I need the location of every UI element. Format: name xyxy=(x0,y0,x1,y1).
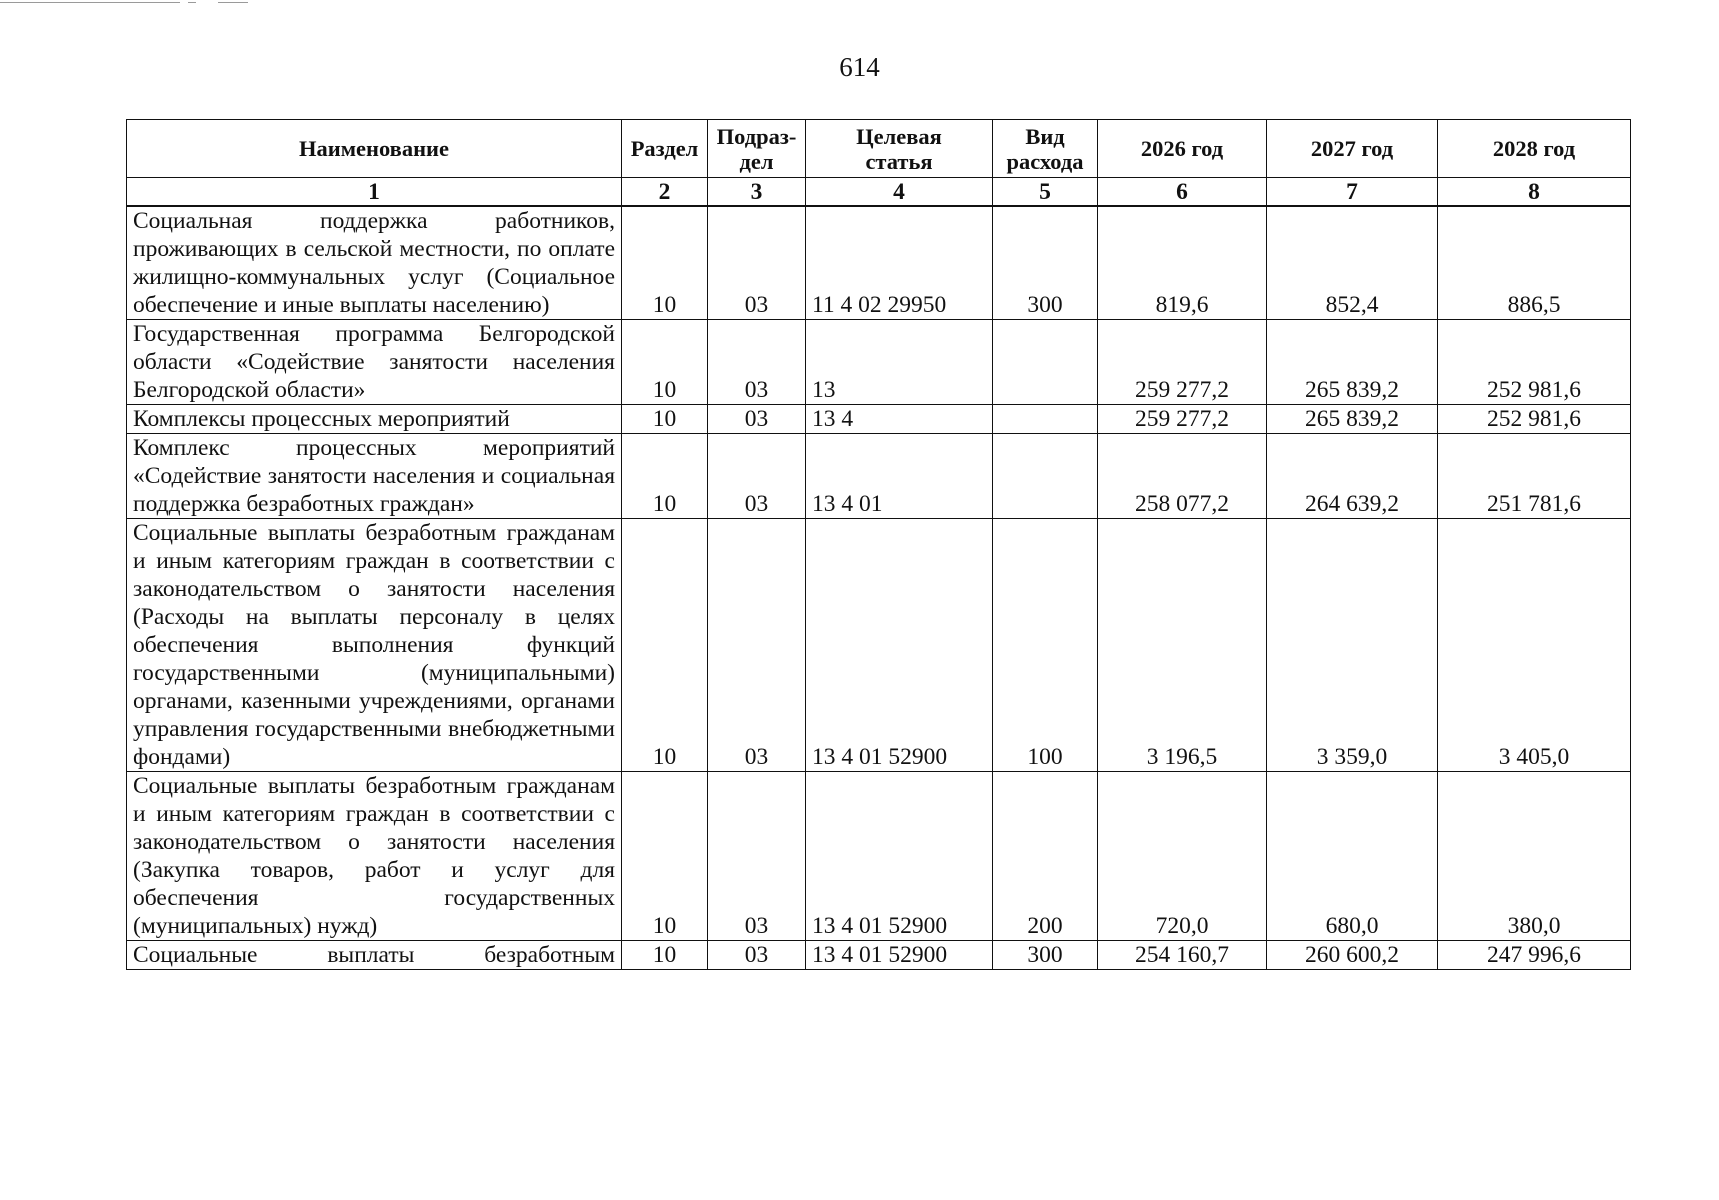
col-header-razdel: Раздел xyxy=(622,120,708,178)
column-number: 3 xyxy=(708,178,806,207)
col-header-2026: 2026 год xyxy=(1098,120,1267,178)
column-number-row xyxy=(127,178,1631,207)
table-row xyxy=(127,772,1631,941)
scan-artifact-line xyxy=(188,2,196,3)
row-2028: 247 996,6 xyxy=(1438,941,1631,970)
row-podrazdel: 03 xyxy=(708,434,806,519)
row-tselevaya: 13 4 01 52900 xyxy=(806,772,993,941)
row-2026: 720,0 xyxy=(1098,772,1267,941)
row-name: Социальные выплаты безработным гражданам и иным категориям граждан в соответствии с законодательством о занятости населения (Закупка товаров, работ и услуг для обеспечения государственных (муниципальных) нужд) xyxy=(127,772,622,941)
header-row xyxy=(127,120,1631,178)
column-number: 4 xyxy=(806,178,993,207)
table-row xyxy=(127,519,1631,772)
row-2028: 380,0 xyxy=(1438,772,1631,941)
table-row xyxy=(127,405,1631,434)
row-vid xyxy=(993,434,1098,519)
row-razdel: 10 xyxy=(622,320,708,405)
column-number: 5 xyxy=(993,178,1098,207)
row-2028: 252 981,6 xyxy=(1438,320,1631,405)
row-2026: 259 277,2 xyxy=(1098,320,1267,405)
column-number: 7 xyxy=(1267,178,1438,207)
row-2028: 3 405,0 xyxy=(1438,519,1631,772)
row-razdel: 10 xyxy=(622,941,708,970)
row-2026: 258 077,2 xyxy=(1098,434,1267,519)
row-2027: 260 600,2 xyxy=(1267,941,1438,970)
col-header-vid: Вид расхода xyxy=(993,120,1098,178)
row-2027: 852,4 xyxy=(1267,206,1438,320)
row-2028: 886,5 xyxy=(1438,206,1631,320)
col-header-2028: 2028 год xyxy=(1438,120,1631,178)
row-name: Государственная программа Белгородской области «Содействие занятости населения Белгородской области» xyxy=(127,320,622,405)
row-razdel: 10 xyxy=(622,772,708,941)
row-tselevaya: 13 4 01 xyxy=(806,434,993,519)
row-podrazdel: 03 xyxy=(708,206,806,320)
row-2028: 252 981,6 xyxy=(1438,405,1631,434)
row-2026: 819,6 xyxy=(1098,206,1267,320)
row-name: Социальная поддержка работников, проживающих в сельской местности, по оплате жилищно-коммунальных услуг (Социальное обеспечение и иные выплаты населению) xyxy=(127,206,622,320)
scan-artifact-line xyxy=(218,2,248,3)
row-vid: 300 xyxy=(993,206,1098,320)
row-2026: 259 277,2 xyxy=(1098,405,1267,434)
row-podrazdel: 03 xyxy=(708,772,806,941)
row-name: Комплекс процессных мероприятий «Содействие занятости населения и социальная поддержка безработных граждан» xyxy=(127,434,622,519)
row-tselevaya: 11 4 02 29950 xyxy=(806,206,993,320)
table-row xyxy=(127,434,1631,519)
row-vid: 200 xyxy=(993,772,1098,941)
row-2026: 3 196,5 xyxy=(1098,519,1267,772)
row-vid xyxy=(993,405,1098,434)
row-name: Социальные выплаты безработным xyxy=(127,941,622,970)
row-podrazdel: 03 xyxy=(708,320,806,405)
table-row xyxy=(127,941,1631,970)
row-podrazdel: 03 xyxy=(708,519,806,772)
row-2027: 680,0 xyxy=(1267,772,1438,941)
col-header-2027: 2027 год xyxy=(1267,120,1438,178)
row-name: Социальные выплаты безработным гражданам и иным категориям граждан в соответствии с законодательством о занятости населения (Расходы на выплаты персоналу в целях обеспечения выполнения функций государственными (муниципальными) органами, казенными учреждениями, органами управления государственными внебюджетными фондами) xyxy=(127,519,622,772)
row-2026: 254 160,7 xyxy=(1098,941,1267,970)
table-row xyxy=(127,206,1631,320)
row-razdel: 10 xyxy=(622,434,708,519)
row-tselevaya: 13 4 xyxy=(806,405,993,434)
row-2027: 265 839,2 xyxy=(1267,405,1438,434)
budget-table xyxy=(126,119,1631,970)
col-header-name: Наименование xyxy=(127,120,622,178)
row-razdel: 10 xyxy=(622,405,708,434)
row-2028: 251 781,6 xyxy=(1438,434,1631,519)
col-header-tselevaya: Целевая статья xyxy=(806,120,993,178)
column-number: 2 xyxy=(622,178,708,207)
row-tselevaya: 13 4 01 52900 xyxy=(806,519,993,772)
row-podrazdel: 03 xyxy=(708,405,806,434)
column-number: 1 xyxy=(127,178,622,207)
row-vid: 300 xyxy=(993,941,1098,970)
scan-artifact-line xyxy=(0,2,180,3)
column-number: 8 xyxy=(1438,178,1631,207)
row-podrazdel: 03 xyxy=(708,941,806,970)
table-row xyxy=(127,320,1631,405)
row-2027: 265 839,2 xyxy=(1267,320,1438,405)
row-2027: 264 639,2 xyxy=(1267,434,1438,519)
row-vid: 100 xyxy=(993,519,1098,772)
row-tselevaya: 13 4 01 52900 xyxy=(806,941,993,970)
page-number: 614 xyxy=(839,52,880,82)
row-tselevaya: 13 xyxy=(806,320,993,405)
row-razdel: 10 xyxy=(622,206,708,320)
column-number: 6 xyxy=(1098,178,1267,207)
row-2027: 3 359,0 xyxy=(1267,519,1438,772)
row-name: Комплексы процессных мероприятий xyxy=(127,405,622,434)
col-header-podrazdel: Подраз-дел xyxy=(708,120,806,178)
row-razdel: 10 xyxy=(622,519,708,772)
row-vid xyxy=(993,320,1098,405)
